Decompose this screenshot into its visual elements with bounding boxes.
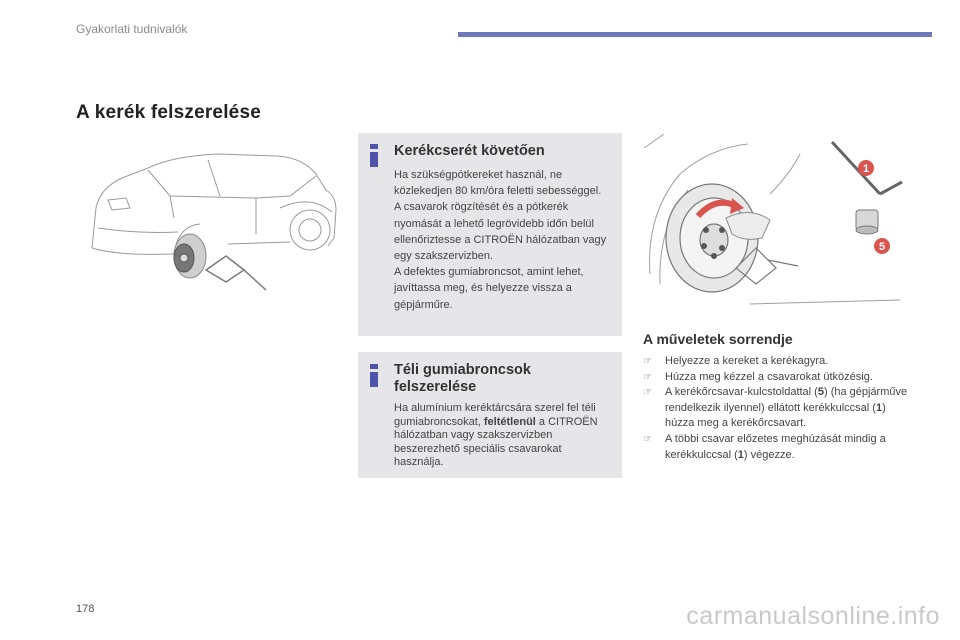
info-box-title: Kerékcserét követően xyxy=(394,143,545,159)
callout-1 xyxy=(858,160,874,176)
info-paragraph: Ha szükségpótkereket használ, ne közlekedjen 80 km/óra feletti sebességgel. xyxy=(394,169,602,198)
page-number: 178 xyxy=(76,603,95,615)
list-item: ☞ Helyezze a kereket a kerékagyra. xyxy=(643,354,913,370)
arrow-bullet-icon: ☞ xyxy=(643,371,652,383)
info-icon xyxy=(370,364,378,388)
info-paragraph: A csavarok rögzítését és a pótkerék nyomását a lehető legrövidebb időn belül ellenőriztesse a CITROËN hálózatban vagy egy szakszervizben. xyxy=(394,201,607,263)
list-item: ☞ Húzza meg kézzel a csavarokat ütközésig. xyxy=(643,370,913,386)
procedure-steps xyxy=(643,354,913,463)
svg-text:1: 1 xyxy=(862,163,870,175)
section-title: Gyakorlati tudnivalók xyxy=(76,22,188,36)
info-box-title: Téli gumiabroncsok felszerelése xyxy=(394,362,531,395)
callout-5 xyxy=(874,238,890,254)
list-item: ☞ A többi csavar előzetes meghúzását mindig a kerékkulccsal (1) végezze. xyxy=(643,432,886,461)
arrow-bullet-icon: ☞ xyxy=(643,433,652,445)
svg-text:5: 5 xyxy=(878,241,886,253)
page-heading: A kerék felszerelése xyxy=(76,102,261,123)
wheel-mounting-illustration xyxy=(640,134,912,312)
info-box-after-wheel-change xyxy=(358,133,622,336)
arrow-bullet-icon: ☞ xyxy=(643,356,652,367)
list-item: ☞ A kerékőrcsavar-kulcstoldattal (5) (ha gépjárműve rendelkezik ilyennel) ellátott kerékkulccsal (1) húzza meg a kerékőrcsavart. xyxy=(643,386,908,430)
header-accent-bar xyxy=(458,32,932,37)
arrow-bullet-icon: ☞ xyxy=(643,387,652,399)
procedure-title: A műveletek sorrendje xyxy=(643,331,793,347)
info-box-winter-tyres xyxy=(358,352,622,478)
car-jack-illustration xyxy=(78,138,350,308)
info-paragraph: A defektes gumiabroncsot, amint lehet, javíttassa meg, és helyezze vissza a gépjárműre. xyxy=(394,266,584,311)
info-paragraph: Ha alumínium keréktárcsára szerel fel téli gumiabroncsokat, feltétlenül a CITROËN hálózatban vagy szakszervizben beszerezhető speciális csavarokat használja. xyxy=(394,402,598,469)
info-icon xyxy=(370,144,378,168)
watermark: carmanualsonline.info xyxy=(686,602,940,630)
